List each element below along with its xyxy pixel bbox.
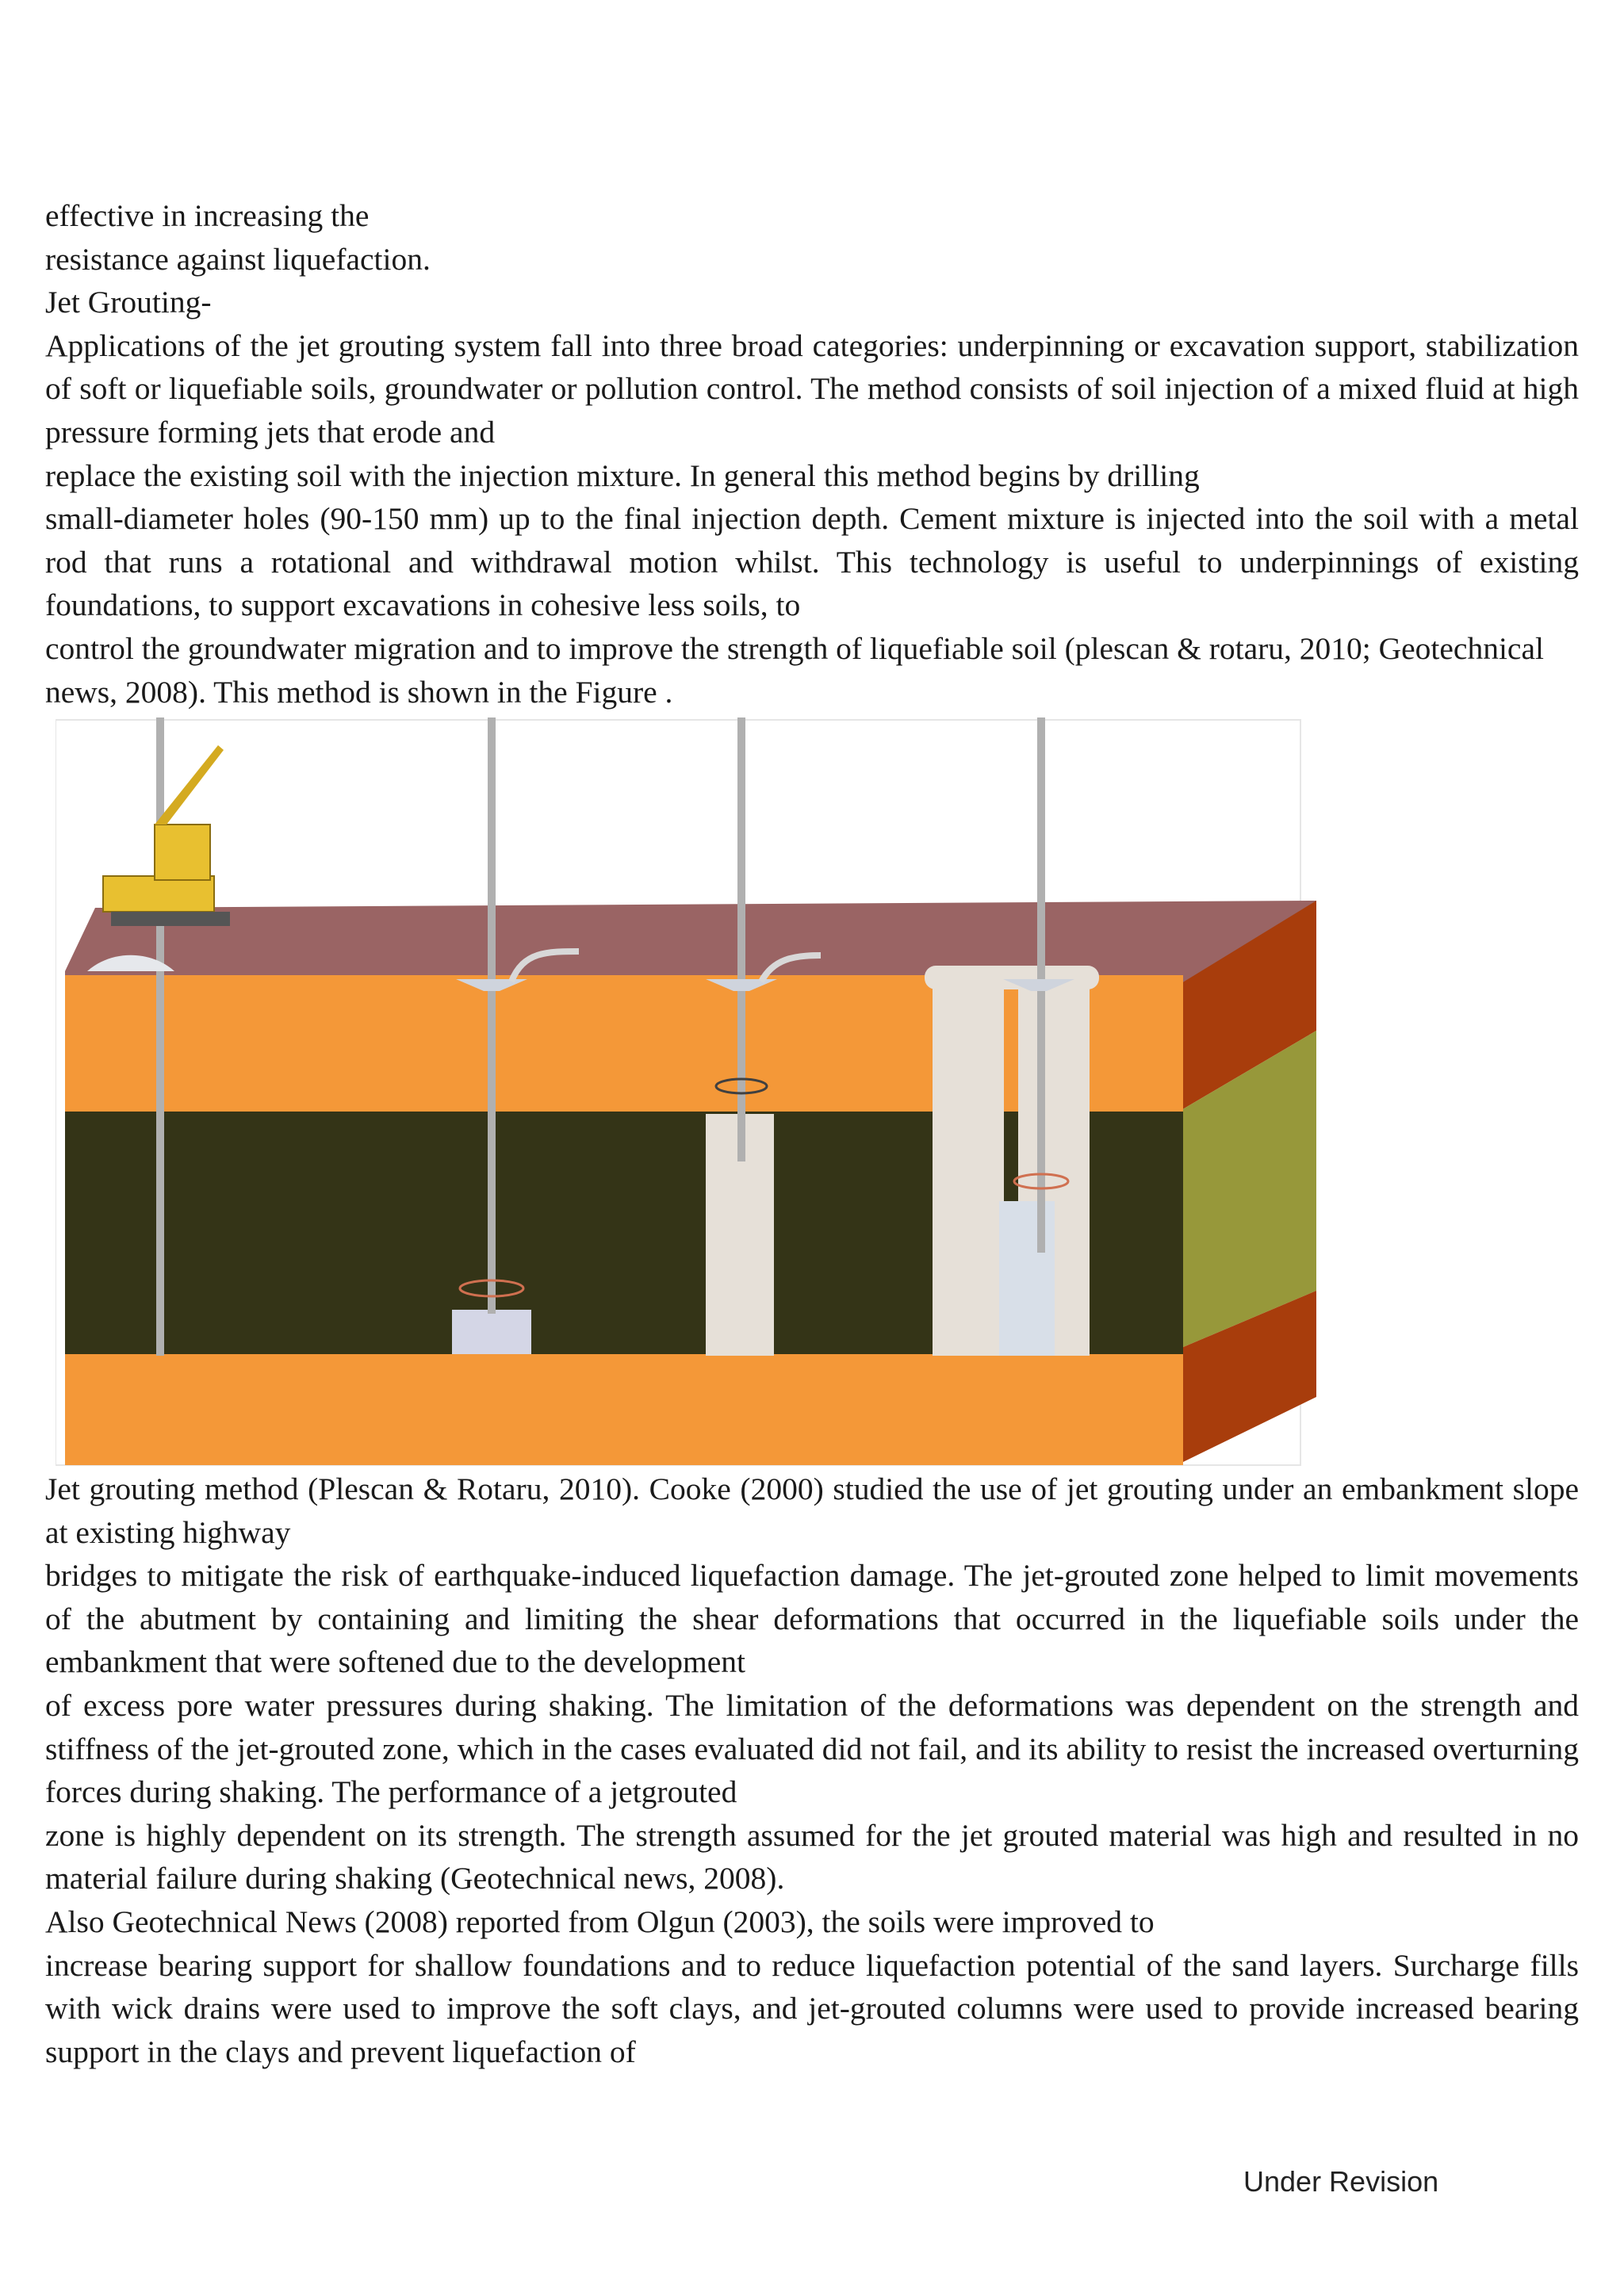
grout-column-stage-4a <box>933 975 1004 1356</box>
sand-layer-lower <box>65 1354 1183 1465</box>
paragraph: small-diameter holes (90-150 mm) up to the final injection depth. Cement mixture is injected into the soil with a metal rod that runs a rotational and withdrawal motion whilst. This technology is useful to underpinnings of existing foundations, to support excavations in cohesive less soils, to <box>45 501 1579 623</box>
drill-rod-3 <box>737 718 745 1161</box>
section-heading: Jet Grouting- <box>45 285 212 320</box>
paragraph: Also Geotechnical News (2008) reported from Olgun (2003), the soils were improved to <box>45 1904 1155 1939</box>
paragraph: effective in increasing the <box>45 198 370 233</box>
sand-layer-upper <box>65 975 1183 1126</box>
paragraph: resistance against liquefaction. <box>45 241 431 277</box>
page-footer: Under Revision <box>1243 2165 1439 2198</box>
paragraph: control the groundwater migration and to improve the strength of liquefiable soil (plescan & rotaru, 2010; Geotechnical news, 2008). This method is shown in the Figure . <box>45 630 1544 710</box>
drill-rod-1 <box>156 718 164 1356</box>
paragraph: increase bearing support for shallow foundations and to reduce liquefaction potential of the sand layers. Surcharge fills with wick drains were used to improve the soft clays, and jet-grouted columns were used to provide increased bearing support in the clays and prevent liquefaction of <box>45 1947 1579 2069</box>
paragraph: of excess pore water pressures during shaking. The limitation of the deformations was dependent on the strength and stiffness of the jet-grouted zone, which in the cases evaluated did not fail, and its ability to resist the increased overturning forces during shaking. The performance of a jetgrouted <box>45 1687 1579 1810</box>
jet-grouting-figure <box>56 714 1324 1468</box>
ground-surface <box>65 901 1316 983</box>
grout-column-partial <box>999 1201 1055 1356</box>
text-block-bottom <box>45 1468 1579 2073</box>
text-block-top <box>45 194 1579 714</box>
drill-rod-2 <box>488 718 496 1314</box>
figure-caption: Jet grouting method (Plescan & Rotaru, 2010). Cooke (2000) studied the use of jet grouting under an embankment slope at existing highway <box>45 1471 1579 1550</box>
grout-column-cap <box>925 966 1099 989</box>
paragraph: zone is highly dependent on its strength. The strength assumed for the jet grouted material was high and resulted in no material failure during shaking (Geotechnical news, 2008). <box>45 1817 1579 1896</box>
paragraph: Applications of the jet grouting system fall into three broad categories: underpinning or excavation support, stabilization of soft or liquefiable soils, groundwater or pollution control. The method consists of soil injection of a mixed fluid at high pressure forming jets that erode and <box>45 327 1579 450</box>
grout-base-stage-2 <box>452 1310 531 1354</box>
paragraph: bridges to mitigate the risk of earthquake-induced liquefaction damage. The jet-grouted zone helped to limit movements of the abutment by containing and limiting the shear deformations that occurred in the liquefiable soils under the embankment that were softened due to the development <box>45 1558 1579 1680</box>
paragraph: replace the existing soil with the injection mixture. In general this method begins by drilling <box>45 457 1200 493</box>
